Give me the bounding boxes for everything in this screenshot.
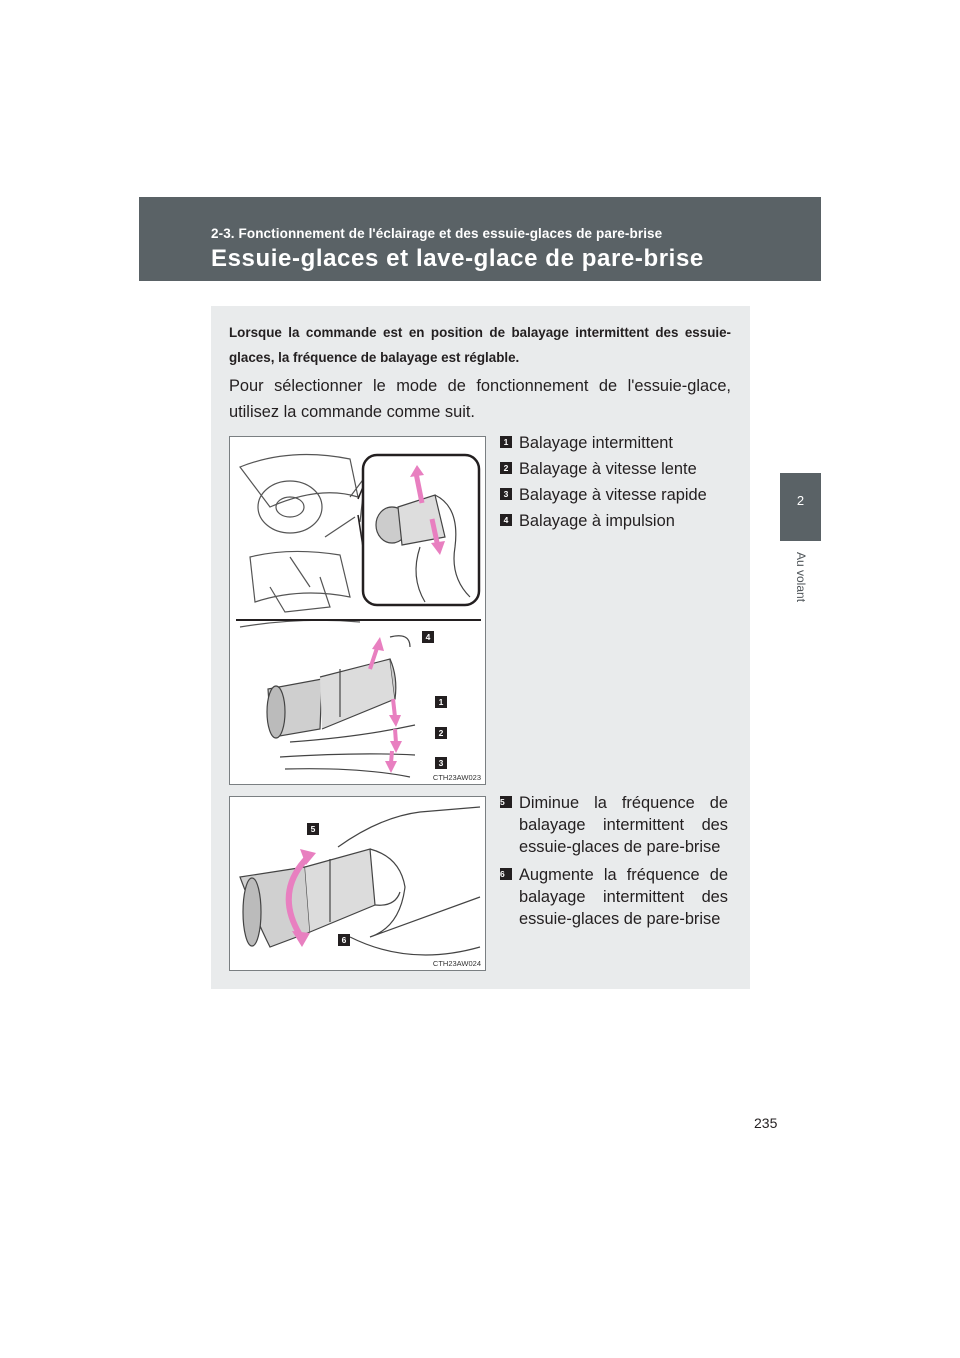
list-item [500, 510, 728, 532]
figure-code: CTH23AW023 [432, 773, 481, 782]
section-header [139, 197, 821, 281]
wiper-mode-list [500, 432, 728, 536]
list-item [500, 864, 728, 930]
list-item-text: Augmente la fréquence de balayage intermittent des essuie-glaces de pare-brise [519, 866, 728, 928]
list-item-text: Balayage à impulsion [519, 512, 675, 530]
intro-bold-text: Lorsque la commande est en position de balayage intermittent des essuie-glaces, la fréquence de balayage est réglable. [229, 325, 731, 365]
list-item [500, 432, 728, 454]
number-badge: 3 [500, 488, 512, 500]
list-item [500, 458, 728, 480]
wiper-stalk-illustration [230, 437, 487, 786]
list-item-text: Balayage à vitesse lente [519, 460, 697, 478]
frequency-list [500, 792, 728, 936]
list-item-text: Diminue la fréquence de balayage intermittent des essuie-glaces de pare-brise [519, 794, 728, 856]
figure-code: CTH23AW024 [432, 959, 481, 968]
marker-6: 6 [338, 934, 350, 946]
chapter-label: Au volant [794, 552, 808, 603]
list-item-text: Balayage intermittent [519, 434, 673, 452]
list-item-text: Balayage à vitesse rapide [519, 486, 707, 504]
number-badge: 1 [500, 436, 512, 448]
ring-rotation-illustration [230, 797, 487, 972]
marker-3: 3 [435, 757, 447, 769]
marker-5: 5 [307, 823, 319, 835]
intro-text: Pour sélectionner le mode de fonctionnement de l'essuie-glace, utilisez la commande comme suit. [229, 377, 731, 421]
list-item [500, 484, 728, 506]
figure-frequency-ring [229, 796, 486, 971]
list-item [500, 792, 728, 858]
marker-2: 2 [435, 727, 447, 739]
marker-1: 1 [435, 696, 447, 708]
page-title: Essuie-glaces et lave-glace de pare-brise [211, 245, 704, 272]
page-number: 235 [754, 1115, 778, 1131]
number-badge: 5 [500, 796, 512, 808]
chapter-tab [780, 473, 821, 541]
figure-wiper-positions [229, 436, 486, 785]
marker-4: 4 [422, 631, 434, 643]
number-badge: 2 [500, 462, 512, 474]
number-badge: 6 [500, 868, 512, 880]
chapter-number: 2 [796, 493, 805, 508]
section-subtitle: 2-3. Fonctionnement de l'éclairage et des essuie-glaces de pare-brise [211, 226, 663, 241]
number-badge: 4 [500, 514, 512, 526]
